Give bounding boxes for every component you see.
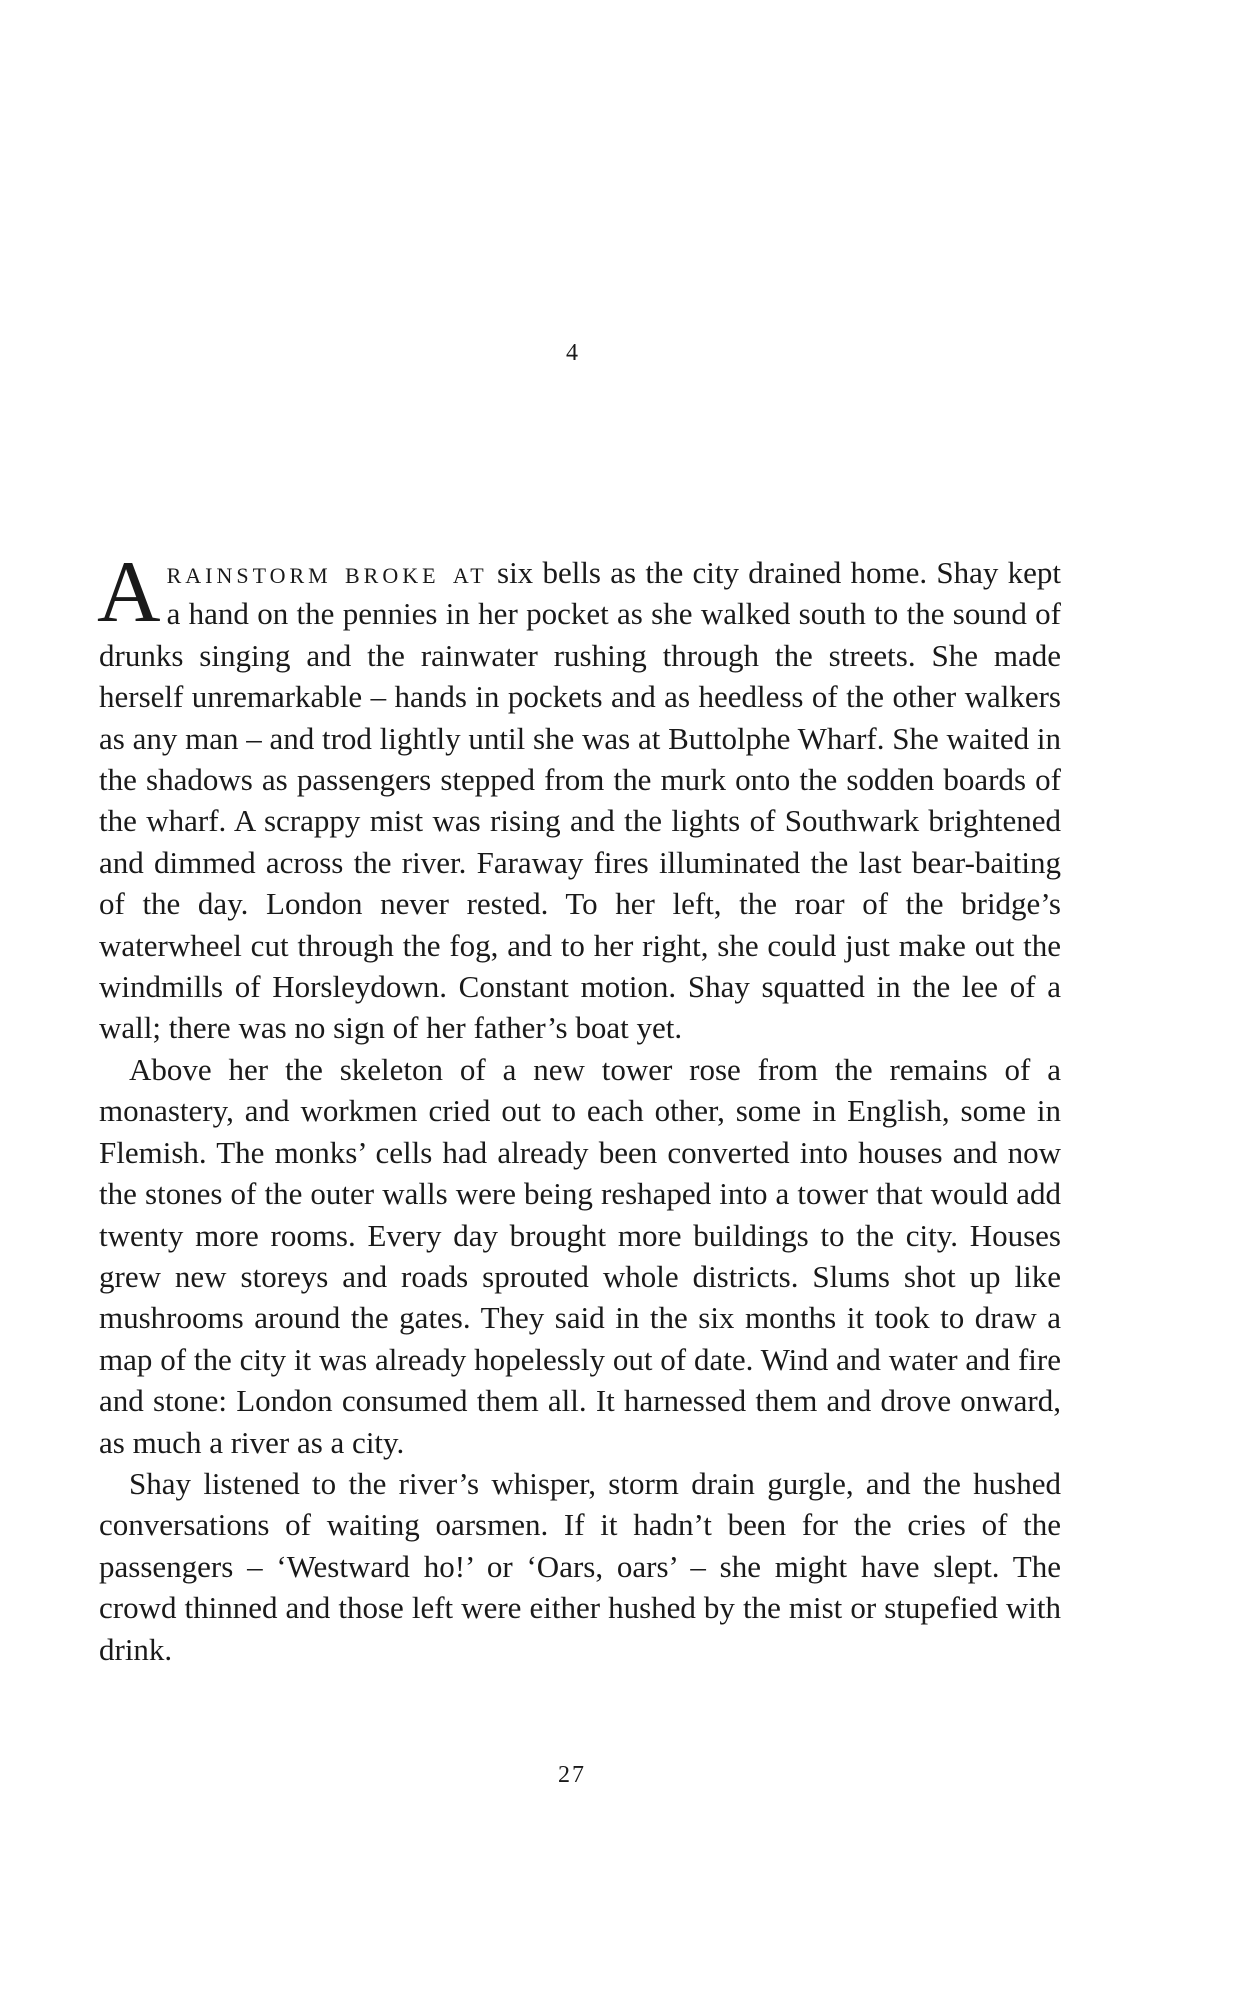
paragraph-2: Above her the skeleton of a new tower rose from the remains of a monastery, and workmen cried out to each other, some in English, some in Flemish. The monks’ cells had already been converted into houses and now the stones of the outer walls were being reshaped into a tower that would add twenty more rooms. Every day brought more buildings to the city. Houses grew new storeys and roads sprouted whole districts. Slums shot up like mushrooms around the gates. They said in the six months it took to draw a map of the city it was already hopelessly out of date. Wind and water and fire and stone: London consumed them all. It harnessed them and drove onward, as much a river as a city.: [99, 1051, 1061, 1460]
opening-text: six bells as the city drained home. Shay kept a hand on the pennies in her pocket as she walked south to the sound of drunks singing and the rainwater rushing through the streets. She made herself unremarkable – hands in pockets and as heedless of the other walkers as any man – and trod lightly until she was at Buttolphe Wharf. She waited in the shadows as passengers stepped from the murk onto the sodden boards of the wharf. A scrappy mist was rising and the lights of Southwark brightened and dimmed across the river. Faraway fires illuminated the last bear-baiting of the day. London never rested. To her left, the roar of the bridge’s waterwheel cut through the fog, and to her right, she could just make out the windmills of Horsleydown. Constant motion. Shay squatted in the lee of a wall; there was no sign of her father’s boat yet.: [99, 555, 1062, 1046]
opening-paragraph: [97, 544, 1062, 1049]
opening-small-caps: rainstorm broke at: [166, 555, 488, 590]
page-number: 27: [558, 1762, 586, 1788]
drop-cap: A: [97, 544, 161, 641]
body-text: [97, 544, 1062, 1670]
paragraph-3: Shay listened to the river’s whisper, storm drain gurgle, and the hushed conversations of waiting oarsmen. If it hadn’t been for the cries of the passengers – ‘Westward ho!’ or ‘Oars, oars’ – she might have slept. The crowd thinned and those left were either hushed by the mist or stupefied with drink.: [99, 1465, 1061, 1667]
chapter-number: 4: [566, 340, 578, 366]
